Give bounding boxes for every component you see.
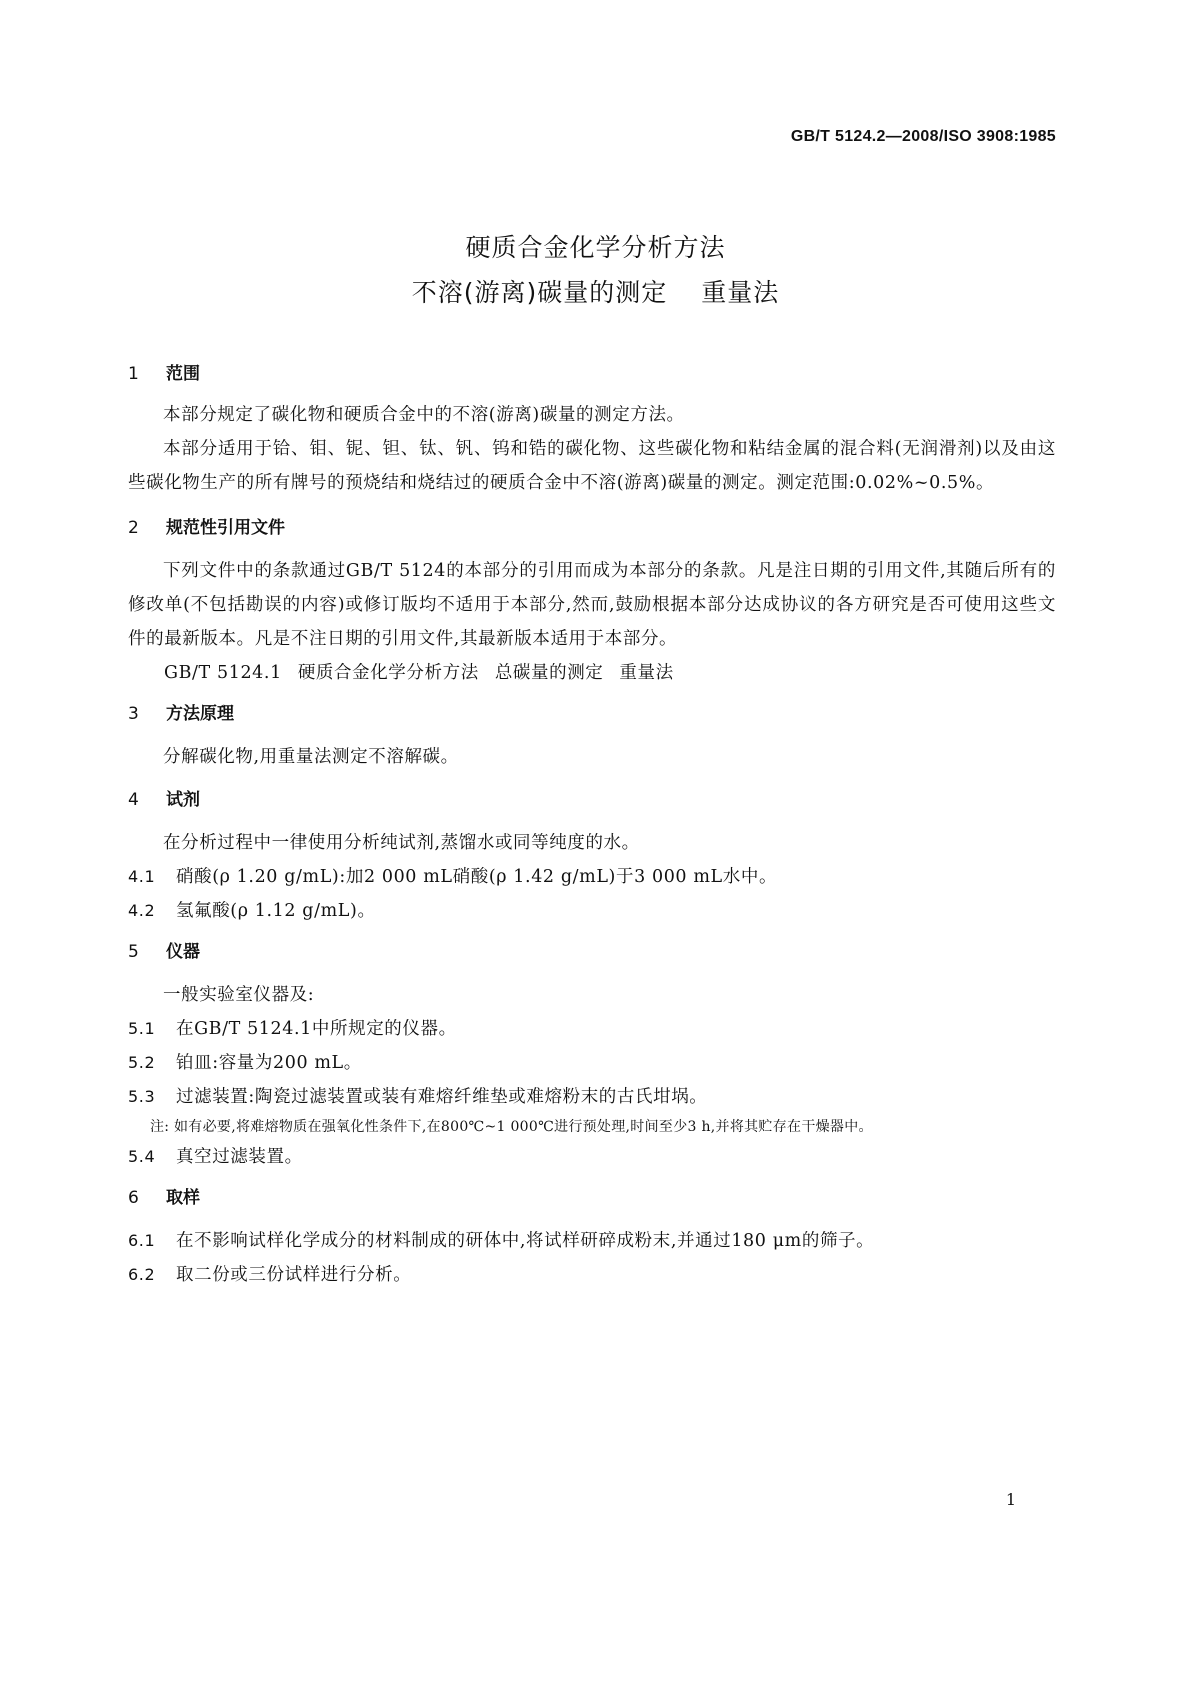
section-6-heading: 6 取样	[128, 1188, 200, 1208]
section-5-para-1: 一般实验室仪器及:	[163, 985, 315, 1005]
clause-6-1: 6.1 在不影响试样化学成分的材料制成的研体中,将试样研碎成粉末,并通过180 μm的筛子。	[128, 1231, 875, 1251]
clause-5-3: 5.3 过滤装置:陶瓷过滤装置或装有难熔纤维垫或难熔粉末的古氏坩埚。	[128, 1087, 708, 1107]
section-5-heading: 5 仪器	[128, 942, 200, 962]
clause-5-3-note: 注: 如有必要,将难熔物质在强氧化性条件下,在800℃~1 000℃进行预处理,时间至少3 h,并将其贮存在干燥器中。	[150, 1119, 873, 1135]
clause-5-1: 5.1 在GB/T 5124.1中所规定的仪器。	[128, 1019, 457, 1039]
clause-4-1: 4.1 硝酸(ρ 1.20 g/mL):加2 000 mL硝酸(ρ 1.42 g/mL)于3 000 mL水中。	[128, 867, 778, 887]
section-2-heading: 2 规范性引用文件	[128, 518, 285, 538]
section-1-para-2: 本部分适用于铪、钼、铌、钽、钛、钒、钨和锆的碳化物、这些碳化物和粘结金属的混合料(无润滑剂)以及由这些碳化物生产的所有牌号的预烧结和烧结过的硬质合金中不溶(游离)碳量的测定。测定范围:0.02%~0.5%。	[128, 439, 1056, 493]
section-4-heading: 4 试剂	[128, 790, 200, 810]
section-3-heading: 3 方法原理	[128, 704, 234, 724]
document-body	[128, 362, 1056, 1292]
page-number: 1	[1005, 1490, 1016, 1509]
title-part-a: 不溶(游离)碳量的测定	[411, 278, 668, 307]
document-title-line1: 硬质合金化学分析方法	[465, 233, 726, 262]
section-1-para-1: 本部分规定了碳化物和硬质合金中的不溶(游离)碳量的测定方法。	[163, 405, 685, 425]
section-3-para-1: 分解碳化物,用重量法测定不溶解碳。	[163, 747, 459, 767]
section-2-para-1: 下列文件中的条款通过GB/T 5124的本部分的引用而成为本部分的条款。凡是注日期的引用文件,其随后所有的修改单(不包括勘误的内容)或修订版均不适用于本部分,然而,鼓励根据本部分达成协议的各方研究是否可使用这些文件的最新版本。凡是不注日期的引用文件,其最新版本适用于本部分。	[128, 561, 1056, 649]
standard-code: GB/T 5124.2—2008/ISO 3908:1985	[790, 128, 1056, 145]
clause-5-4: 5.4 真空过滤装置。	[128, 1147, 303, 1167]
section-1-heading: 1 范围	[128, 364, 200, 384]
clause-5-2: 5.2 铂皿:容量为200 mL。	[128, 1053, 362, 1073]
title-part-b: 重量法	[701, 278, 780, 307]
document-title-line2	[0, 273, 1191, 309]
clause-6-2: 6.2 取二份或三份试样进行分析。	[128, 1265, 412, 1285]
section-4-para-1: 在分析过程中一律使用分析纯试剂,蒸馏水或同等纯度的水。	[163, 833, 640, 853]
clause-4-2: 4.2 氢氟酸(ρ 1.12 g/mL)。	[128, 901, 376, 921]
normative-reference: GB/T 5124.1 硬质合金化学分析方法 总碳量的测定 重量法	[164, 663, 674, 683]
